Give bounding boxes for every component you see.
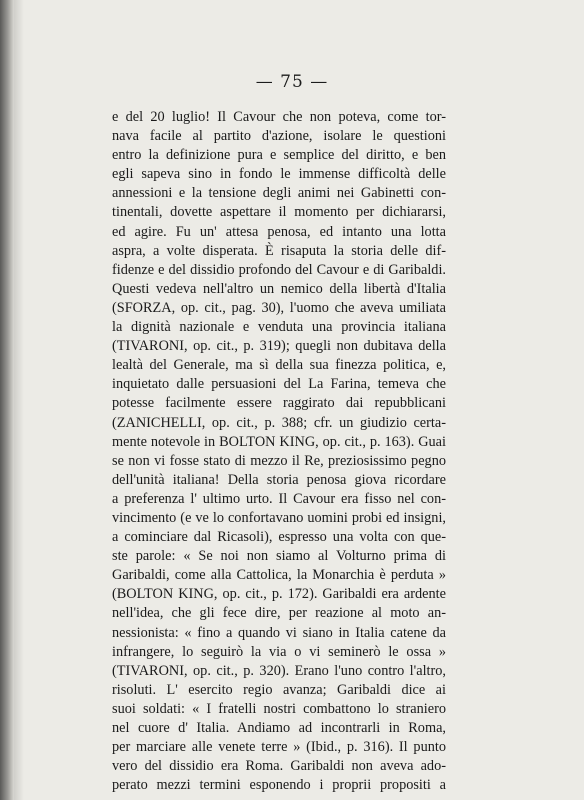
text-line: vincimento (e ve lo confortavano uomini probi ed insigni, <box>112 509 446 526</box>
text-line: (ZANICHELLI, op. cit., p. 388; cfr. un giudizio certa- <box>112 414 446 431</box>
text-line: se non vi fosse stato di mezzo il Re, preziosissimo pegno <box>112 452 446 469</box>
text-line: e del 20 luglio! Il Cavour che non poteva, come tor- <box>112 109 446 125</box>
text-line: per marciare alle venete terre » (Ibid., p. 316). Il punto <box>112 739 446 756</box>
text-line: dell'unità italiana! Della storia penosa giova ricordare <box>112 471 446 488</box>
text-line: (SFORZA, op. cit., pag. 30), l'uomo che aveva umiliata <box>112 299 446 316</box>
text-line: ste parole: « Se noi non siamo al Volturno prima di <box>112 548 446 565</box>
text-line: Garibaldi, come alla Cattolica, la Monarchia è perduta » <box>112 567 446 584</box>
text-line: nava facile al partito d'azione, isolare le questioni <box>112 128 446 145</box>
text-line: nel cuore d' Italia. Andiamo ad incontrarli in Roma, <box>112 720 446 736</box>
text-line: risoluti. L' esercito regio avanza; Garibaldi dice ai <box>112 681 446 698</box>
text-line: lealtà del Generale, ma sì della sua finezza politica, e, <box>112 357 446 374</box>
page-number: — 75 — <box>255 72 329 92</box>
text-line: egli sapeva sino in fondo le immense difficoltà delle <box>112 166 446 183</box>
text-line: nessionista: « fino a quando vi siano in Italia catene da <box>112 624 446 641</box>
gutter-shadow <box>14 0 24 800</box>
text-line: (TIVARONI, op. cit., p. 319); quegli non dubitava della <box>112 338 446 355</box>
text-line: vero del dissidio era Roma. Garibaldi non aveva ado- <box>112 758 446 775</box>
text-line: Questi vedeva nell'altro un nemico della libertà d'Italia <box>112 280 446 297</box>
text-line: perato mezzi termini esponendo i proprii propositi a <box>112 777 446 794</box>
text-line: entro la definizione pura e semplice del diritto, e ben <box>112 147 446 164</box>
page-binding-shadow <box>0 0 14 800</box>
text-line: potesse facilmente essere raggirato dai repubblicani <box>112 395 446 412</box>
text-line: ed agire. Fu un' attesa penosa, ed intanto una lotta <box>112 223 446 240</box>
body-text <box>112 108 446 795</box>
text-line: a cominciare dal Ricasoli), espresso una volta con que- <box>112 529 446 546</box>
text-line: nell'idea, che gli fece dire, per reazione al moto an- <box>112 605 446 622</box>
text-line: (TIVARONI, op. cit., p. 320). Erano l'uno contro l'altro, <box>112 662 446 679</box>
text-line: aspra, a volte disperata. È risaputa la storia delle dif- <box>112 242 446 259</box>
text-line: la dignità nazionale e venduta una provincia italiana <box>112 319 446 336</box>
text-line: a preferenza l' ultimo urto. Il Cavour era fisso nel con- <box>112 490 446 507</box>
text-line: tinentali, dovette aspettare il momento per dichiararsi, <box>112 204 446 221</box>
text-line: suoi soldati: « I fratelli nostri combattono lo straniero <box>112 700 446 717</box>
text-line: fidenze e del dissidio profondo del Cavour e di Garibaldi. <box>112 261 446 278</box>
text-line: annessioni e la tensione degli animi nei Gabinetti con- <box>112 185 446 202</box>
text-line: inquietato dalle persuasioni del La Farina, temeva che <box>112 376 446 393</box>
text-line: (BOLTON KING, op. cit., p. 172). Garibaldi era ardente <box>112 586 446 603</box>
text-line: infrangere, lo seguirò la via o vi seminerò le ossa » <box>112 643 446 660</box>
text-line: mente notevole in BOLTON KING, op. cit., p. 163). Guai <box>112 433 446 450</box>
